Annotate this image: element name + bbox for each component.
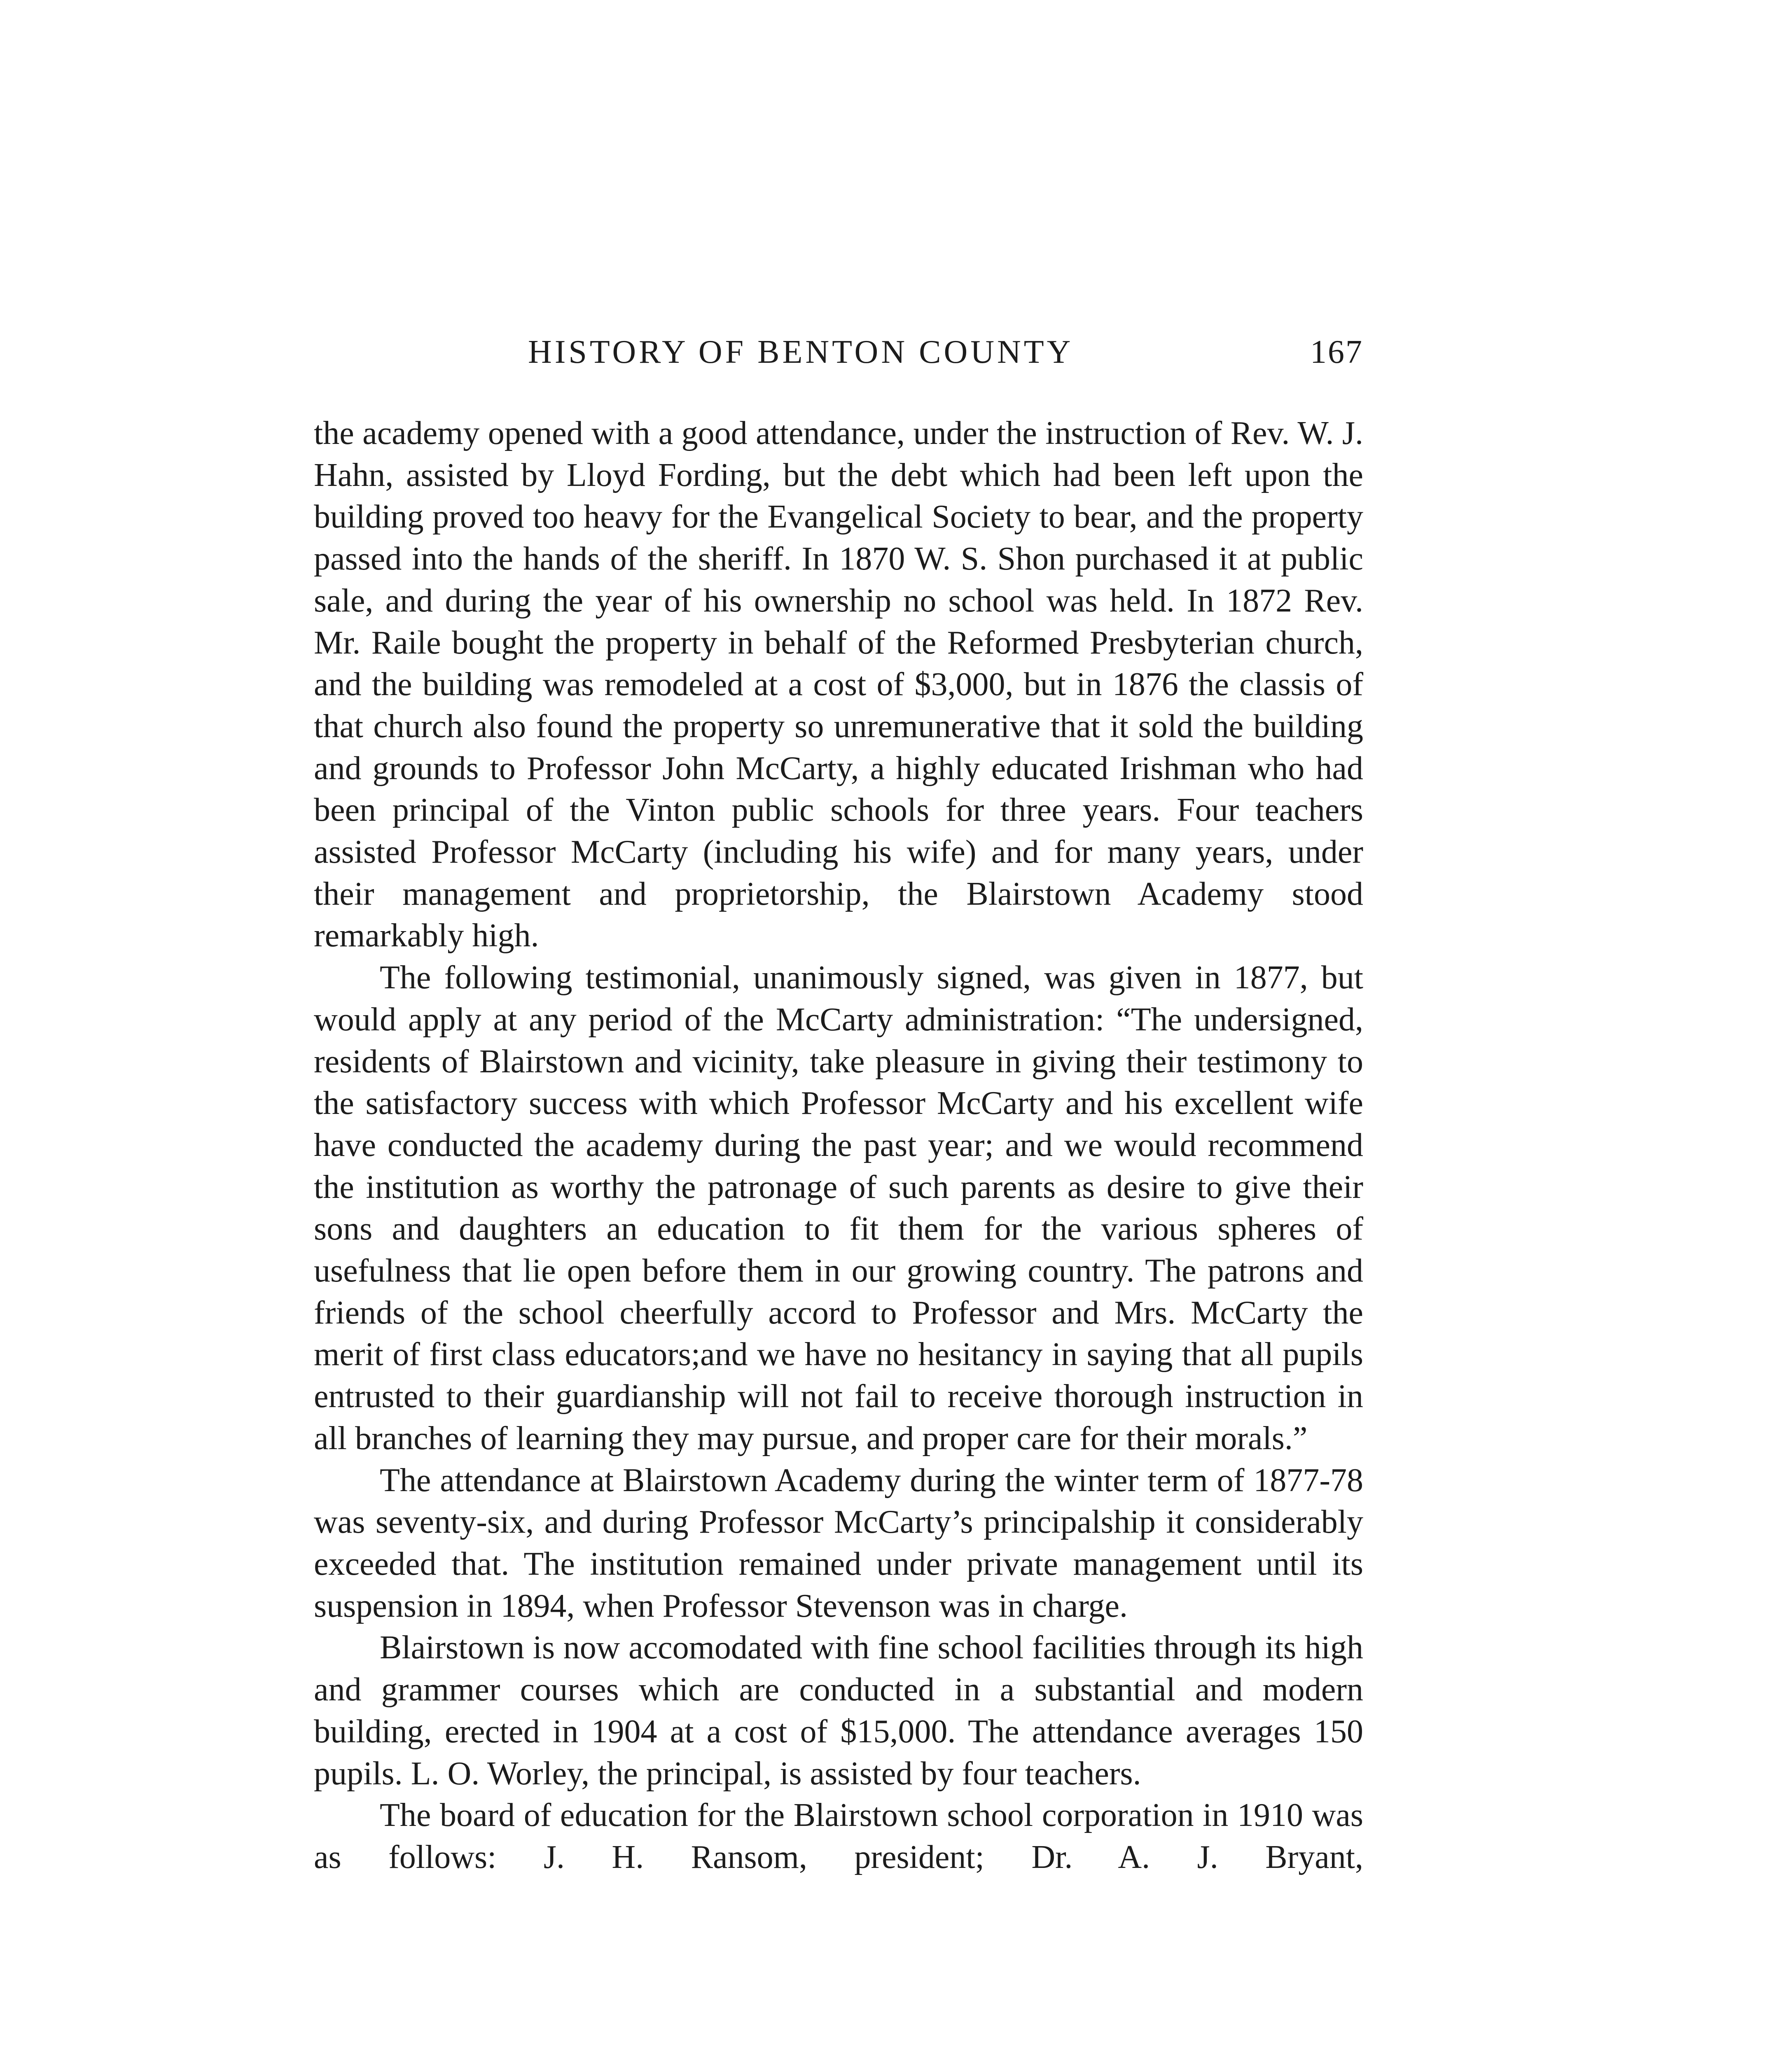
page-number: 167 xyxy=(1310,334,1363,370)
running-head xyxy=(314,329,1363,375)
running-title: HISTORY OF BENTON COUNTY xyxy=(528,334,1074,370)
paragraph: The attendance at Blairstown Academy during the winter term of 1877-78 was seventy-six, and during Professor McCarty’s principalship it considerably exceeded that. The institution remained under private management until its suspension in 1894, when Professor Stevenson was in charge. xyxy=(314,1462,1363,1624)
paragraph: The board of education for the Blairstown school corporation in 1910 was as follows: J. H. Ransom, president; Dr. A. J. Bryant, xyxy=(314,1797,1363,1875)
paragraph: Blairstown is now accomodated with fine school facilities through its high and grammer courses which are conducted in a substantial and modern building, erected in 1904 at a cost of $15,000. The attendance averages 150 pupils. L. O. Worley, the principal, is assisted by four teachers. xyxy=(314,1629,1363,1792)
paragraph: the academy opened with a good attendance, under the instruction of Rev. W. J. Hahn, assisted by Lloyd Fording, but the debt which had been left upon the building proved too heavy for the Evangelical Society to bear, and the property passed into the hands of the sheriff. In 1870 W. S. Shon purchased it at public sale, and during the year of his ownership no school was held. In 1872 Rev. Mr. Raile bought the property in behalf of the Reformed Presbyterian church, and the building was remodeled at a cost of $3,000, but in 1876 the classis of that church also found the property so unremunerative that it sold the building and grounds to Professor John McCarty, a highly educated Irishman who had been principal of the Vinton public schools for three years. Four teachers assisted Professor McCarty (including his wife) and for many years, under their management and proprietorship, the Blairstown Academy stood remarkably high. xyxy=(314,415,1363,954)
body-text xyxy=(314,413,1363,1879)
paragraph: The following testimonial, unanimously signed, was given in 1877, but would apply at any period of the McCarty administration: “The undersigned, residents of Blairstown and vicinity, take pleasure in giving their testimony to the satisfactory success with which Professor McCarty and his excellent wife have conducted the academy during the past year; and we would recommend the institution as worthy the patronage of such parents as desire to give their sons and daughters an education to fit them for the various spheres of usefulness that lie open before them in our growing country. The patrons and friends of the school cheerfully accord to Professor and Mrs. McCarty the merit of first class educators;and we have no hesitancy in saying that all pupils entrusted to their guardianship will not fail to receive thorough instruction in all branches of learning they may pursue, and proper care for their morals.” xyxy=(314,959,1363,1457)
